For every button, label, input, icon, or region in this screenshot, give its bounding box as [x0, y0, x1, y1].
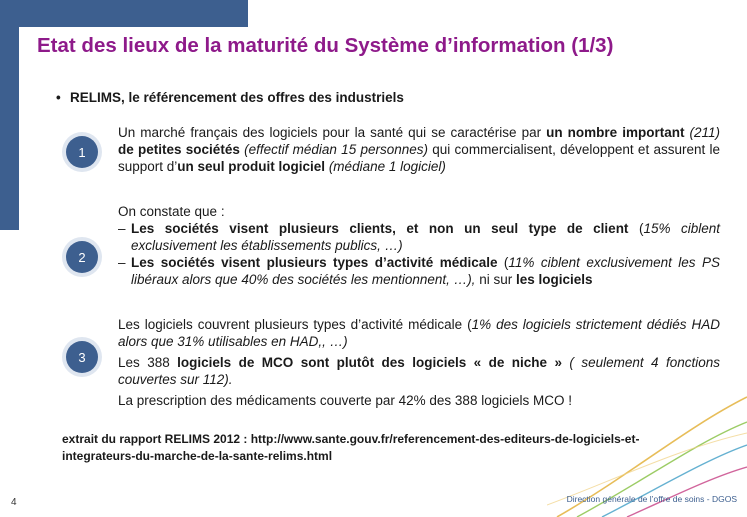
footer-organization: Direction générale de l’offre de soins - DGOS: [566, 494, 737, 504]
italic-span: 15% ciblent exclusivement les établissements publics, …): [131, 221, 721, 253]
paragraph-findings: [118, 203, 720, 288]
software-line-1: [118, 316, 720, 350]
number-badge-1: 1: [66, 136, 98, 168]
bold-span: logiciels de MCO sont plutôt des logiciels « de niche »: [177, 355, 562, 370]
number-badge-2: 2: [66, 241, 98, 273]
source-extract: extrait du rapport RELIMS 2012 : http://www.sante.gouv.fr/referencement-des-editeurs-de-logiciels-et-integrateurs-du-marche-de-la-sante-relims.html: [62, 432, 640, 463]
page-number: 4: [11, 497, 17, 508]
paragraph-market: [118, 124, 720, 175]
text-span: Un marché français des logiciels pour la santé qui se caractérise par: [118, 125, 547, 140]
italic-span: 1% des logiciels strictement dédiés HAD alors que 31% utilisables en HAD,, …): [118, 317, 720, 349]
text-span: ni sur: [475, 272, 516, 287]
findings-intro: On constate que :: [118, 204, 225, 219]
text-span: (: [497, 255, 509, 270]
main-bullet: [56, 90, 404, 105]
dash-marker: –: [118, 221, 126, 236]
dash-marker: –: [118, 255, 126, 270]
italic-span: 11% ciblent exclusivement les PS libéraux alors que 40% des sociétés les mentionnent, …),: [131, 255, 720, 287]
italic-span: (effectif médian 15 personnes): [239, 142, 429, 157]
text-span: qui commercialisent, développent et assurent le support d’: [118, 142, 721, 174]
italic-span: ( seulement 4 fonctions couvertes sur 112).: [118, 355, 721, 387]
text-span: (: [628, 221, 644, 236]
bold-span: un nombre important: [546, 125, 685, 140]
finding-item-2: [118, 254, 720, 288]
text-span: Les logiciels couvrent plusieurs types d’activité médicale (: [118, 317, 472, 332]
bold-span: un seul produit logiciel: [177, 159, 326, 174]
bold-span: Les sociétés visent plusieurs clients, et non un seul type de client: [131, 221, 629, 236]
italic-span: (211): [684, 125, 721, 140]
number-badge-3: 3: [66, 341, 98, 373]
slide-title: Etat des lieux de la maturité du Système d’information (1/3): [37, 34, 614, 57]
text-span: Les 388: [118, 355, 178, 370]
software-line-3: La prescription des médicaments couverte par 42% des 388 logiciels MCO !: [118, 393, 572, 408]
finding-item-1: [118, 220, 720, 254]
bold-span: Les sociétés visent plusieurs types d’activité médicale: [131, 255, 498, 270]
bold-span: les logiciels: [515, 272, 593, 287]
bold-span: de petites sociétés: [118, 142, 240, 157]
bullet-marker: •: [56, 90, 61, 105]
italic-span: (médiane 1 logiciel): [325, 159, 446, 174]
bullet-text: RELIMS, le référencement des offres des industriels: [70, 90, 404, 105]
